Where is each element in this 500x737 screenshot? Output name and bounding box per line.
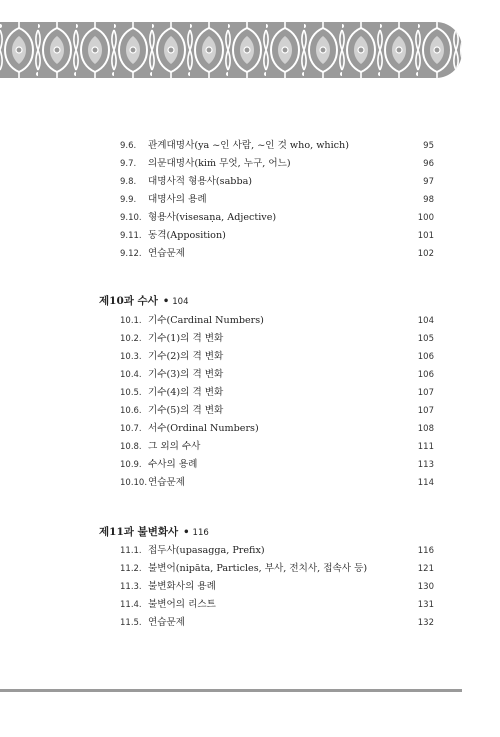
entry-page: 131 (417, 600, 434, 610)
entry-page: 111 (417, 442, 434, 452)
entry-title: 수사의 용례 (148, 459, 198, 470)
toc-entry[interactable] (0, 348, 500, 366)
entry-title: 기수(2)의 격 변화 (148, 351, 224, 362)
entry-number: 10.9. (120, 460, 142, 470)
entry-title: 동격(Apposition) (148, 230, 226, 241)
toc-entry[interactable] (0, 542, 500, 560)
toc-entry[interactable] (0, 578, 500, 596)
entry-number: 10.4. (120, 370, 142, 380)
entry-number: 11.2. (120, 564, 142, 574)
toc-entry[interactable] (0, 456, 500, 474)
entry-title: 대명사적 형용사(sabba) (148, 176, 253, 187)
entry-title: 기수(3)의 격 변화 (148, 369, 224, 380)
toc-entry[interactable] (0, 596, 500, 614)
entry-page: 100 (417, 213, 434, 223)
entry-page: 105 (417, 334, 434, 344)
entry-number: 9.6. (120, 141, 137, 151)
entry-number: 10.10. (120, 478, 148, 488)
toc-entry[interactable] (0, 312, 500, 330)
entry-title: 연습문제 (148, 248, 186, 259)
entry-number: 9.11. (120, 231, 142, 241)
toc-entry[interactable] (0, 173, 500, 191)
entry-number: 10.8. (120, 442, 142, 452)
entry-page: 98 (423, 195, 434, 205)
entry-page: 121 (417, 564, 434, 574)
entry-title: 기수(4)의 격 변화 (148, 387, 224, 398)
chapter-page: 116 (192, 528, 209, 538)
entry-page: 108 (417, 424, 434, 434)
entry-title: 연습문제 (148, 617, 186, 628)
entry-title: 기수(1)의 격 변화 (148, 333, 224, 344)
entry-title: 형용사(visesaṇa, Adjective) (148, 212, 277, 223)
entry-number: 10.6. (120, 406, 142, 416)
toc-entry[interactable] (0, 366, 500, 384)
entry-title: 불변어의 리스트 (148, 599, 216, 610)
entry-number: 10.2. (120, 334, 142, 344)
entry-page: 114 (417, 478, 434, 488)
toc-entry[interactable] (0, 155, 500, 173)
toc-entry[interactable] (0, 614, 500, 632)
entry-title: 접두사(upasagga, Prefix) (148, 545, 265, 556)
entry-page: 132 (417, 618, 434, 628)
toc-entry[interactable] (0, 474, 500, 492)
entry-page: 97 (423, 177, 434, 187)
entry-number: 10.3. (120, 352, 142, 362)
entry-number: 9.9. (120, 195, 137, 205)
entry-page: 104 (417, 316, 434, 326)
toc-entry[interactable] (0, 209, 500, 227)
toc-entry[interactable] (0, 420, 500, 438)
toc-entry[interactable] (0, 560, 500, 578)
entry-page: 101 (417, 231, 434, 241)
entry-number: 9.12. (120, 249, 142, 259)
entry-number: 11.4. (120, 600, 142, 610)
entry-number: 10.5. (120, 388, 142, 398)
entry-page: 102 (417, 249, 434, 259)
entry-page: 106 (417, 370, 434, 380)
chapter-heading[interactable] (99, 523, 209, 541)
entry-number: 11.3. (120, 582, 142, 592)
bullet-icon: • (162, 296, 170, 307)
entry-page: 106 (417, 352, 434, 362)
entry-title: 불변어(nipāta, Particles, 부사, 전치사, 접속사 등) (148, 563, 368, 574)
entry-page: 130 (417, 582, 434, 592)
entry-page: 107 (417, 388, 434, 398)
entry-page: 116 (417, 546, 434, 556)
toc-entry[interactable] (0, 191, 500, 209)
entry-title: 연습문제 (148, 477, 186, 488)
chapter-heading[interactable] (99, 292, 188, 310)
chapter-title: 제10과 수사 (99, 295, 158, 307)
toc-entry[interactable] (0, 384, 500, 402)
toc-entry[interactable] (0, 438, 500, 456)
entry-number: 9.7. (120, 159, 137, 169)
toc-entry[interactable] (0, 137, 500, 155)
toc-entry[interactable] (0, 227, 500, 245)
entry-title: 대명사의 용례 (148, 194, 207, 205)
chapter-page: 104 (172, 297, 189, 307)
entry-number: 9.8. (120, 177, 137, 187)
entry-title: 서수(Ordinal Numbers) (148, 423, 259, 434)
entry-number: 10.1. (120, 316, 142, 326)
entry-number: 10.7. (120, 424, 142, 434)
entry-title: 그 외의 수사 (148, 441, 201, 452)
entry-title: 기수(5)의 격 변화 (148, 405, 224, 416)
entry-page: 96 (423, 159, 434, 169)
entry-page: 95 (423, 141, 434, 151)
toc-entry[interactable] (0, 245, 500, 263)
footer-rule (0, 689, 462, 692)
entry-title: 기수(Cardinal Numbers) (148, 315, 264, 326)
entry-page: 107 (417, 406, 434, 416)
entry-number: 11.1. (120, 546, 142, 556)
entry-title: 의문대명사(kiṁ 무엇, 누구, 어느) (148, 158, 291, 169)
entry-title: 관계대명사(ya ~인 사람, ~인 것 who, which) (148, 140, 349, 151)
toc-entry[interactable] (0, 330, 500, 348)
entry-number: 11.5. (120, 618, 142, 628)
entry-title: 불변화사의 용례 (148, 581, 216, 592)
toc-entry[interactable] (0, 402, 500, 420)
entry-page: 113 (417, 460, 434, 470)
bullet-icon: • (183, 527, 190, 538)
entry-number: 9.10. (120, 213, 142, 223)
chapter-title: 제11과 불변화사 (99, 526, 179, 538)
